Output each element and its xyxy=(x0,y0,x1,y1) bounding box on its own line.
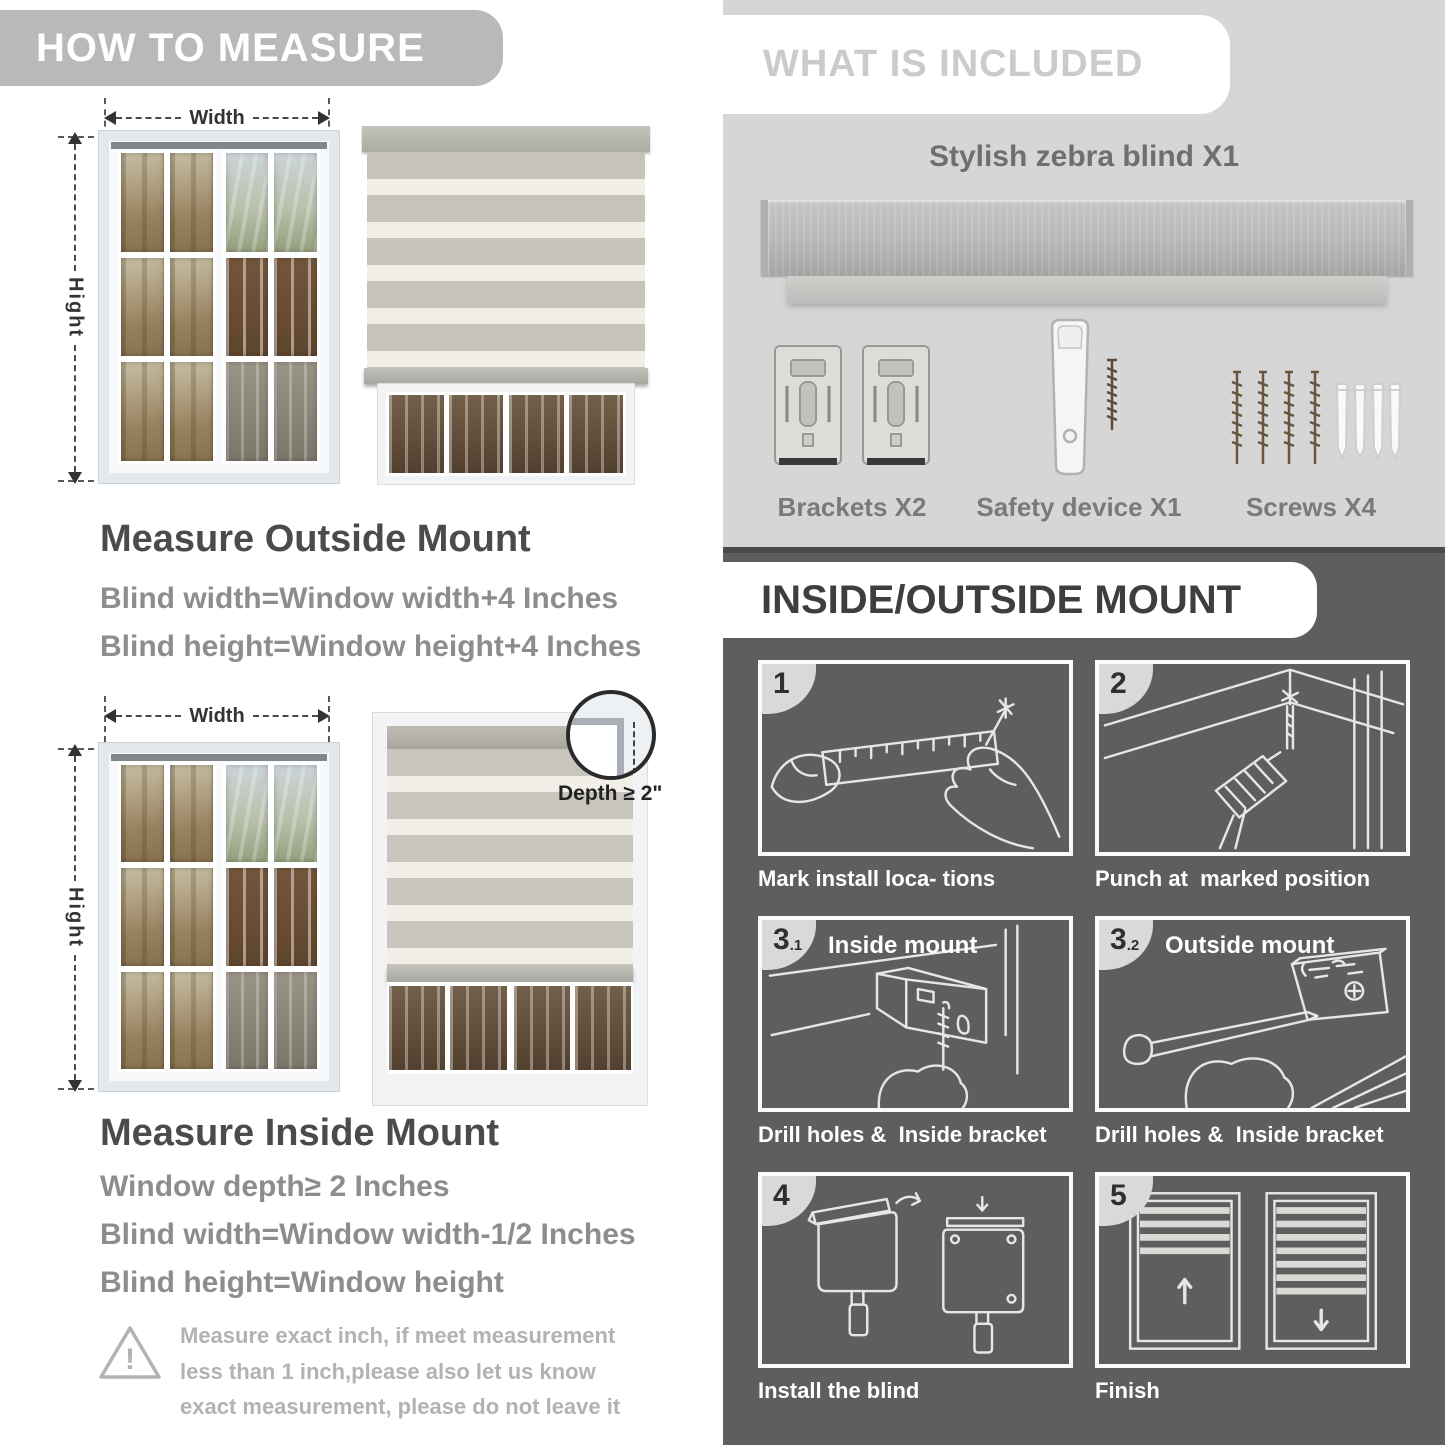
mount-instructions-section xyxy=(723,547,1445,1445)
dashed-guide xyxy=(328,696,330,742)
height-label: Hight xyxy=(64,277,87,339)
step-number-badge: 1 xyxy=(762,664,816,714)
safety-device-icon xyxy=(976,318,1181,478)
step-number-badge: 5 xyxy=(1099,1176,1153,1226)
height-label: Hight xyxy=(64,887,87,949)
step-number-badge: 3 .1 xyxy=(762,920,816,970)
step-2 xyxy=(1095,660,1410,898)
step-number-badge: 4 xyxy=(762,1176,816,1226)
depth-magnifier-icon xyxy=(566,690,656,780)
step-number-badge: 3 .2 xyxy=(1099,920,1153,970)
headrail-image xyxy=(761,200,1413,304)
brackets-label: Brackets X2 xyxy=(777,492,927,522)
blind-valance xyxy=(362,126,650,152)
step-5-caption: Finish xyxy=(1095,1378,1160,1403)
window-below-blind xyxy=(378,384,634,484)
step-3-2-title: Outside mount xyxy=(1165,932,1335,959)
inside-mount-title: Measure Inside Mount xyxy=(100,1112,500,1154)
width-label: Width xyxy=(189,704,245,727)
step-2-panel xyxy=(1095,660,1410,856)
blind-stripes xyxy=(367,152,645,368)
warning-triangle-icon xyxy=(96,1322,164,1384)
step-3-1-title: Inside mount xyxy=(828,932,978,959)
step-3-2-caption: Drill holes & Inside bracket xyxy=(1095,1122,1384,1147)
step-4-panel xyxy=(758,1172,1073,1368)
inside-mount-rule-2: Blind width=Window width-1/2 Inches xyxy=(100,1218,636,1251)
window-sash xyxy=(223,762,321,1072)
step-5 xyxy=(1095,1172,1410,1410)
measure-warning-text: Measure exact inch, if meet measurement less than 1 inch,please also let us know exact measurement, please do not leave it xyxy=(180,1323,621,1420)
step-3-1-caption: Drill holes & Inside bracket xyxy=(758,1122,1047,1147)
depth-requirement-label: Depth ≥ 2" xyxy=(558,782,663,805)
what-is-included-section xyxy=(723,0,1445,547)
inside-mount-rule-3: Blind height=Window height xyxy=(100,1266,504,1299)
window-sash xyxy=(223,150,321,464)
part-screws xyxy=(1221,318,1401,523)
arrow-up-icon xyxy=(68,744,82,756)
screws-icon xyxy=(1221,318,1401,478)
how-to-measure-banner xyxy=(0,10,503,86)
width-arrow-inside xyxy=(104,704,330,728)
included-parts-row xyxy=(723,318,1445,523)
window-below-blind xyxy=(387,982,633,1074)
step-3-1 xyxy=(758,916,1073,1154)
what-is-included-title: WHAT IS INCLUDED xyxy=(763,43,1144,85)
brackets-icon xyxy=(767,318,937,478)
part-brackets xyxy=(767,318,937,523)
inside-mount-rule-1: Window depth≥ 2 Inches xyxy=(100,1170,450,1203)
step-1 xyxy=(758,660,1073,898)
width-arrow-outside xyxy=(104,106,330,130)
arrow-down-icon xyxy=(68,472,82,484)
part-safety-device xyxy=(976,318,1181,523)
warning-exclamation-glyph: ! xyxy=(125,1343,135,1376)
blind-bottom-rail xyxy=(387,967,633,982)
step-5-panel xyxy=(1095,1172,1410,1368)
step-3-1-panel xyxy=(758,916,1073,1112)
blind-bottom-rail xyxy=(364,368,648,384)
window-sash xyxy=(118,150,216,464)
zebra-blind-quantity-label: Stylish zebra blind X1 xyxy=(928,140,1240,173)
step-1-panel xyxy=(758,660,1073,856)
zebra-blind-illustration-outside xyxy=(362,126,650,484)
outside-mount-rule-2: Blind height=Window height+4 Inches xyxy=(100,630,642,663)
step-number-badge: 2 xyxy=(1099,664,1153,714)
step-3-2-panel xyxy=(1095,916,1410,1112)
inside-outside-mount-banner xyxy=(723,562,1317,638)
screws-label: Screws X4 xyxy=(1245,492,1377,522)
inside-outside-mount-title: INSIDE/OUTSIDE MOUNT xyxy=(761,578,1242,622)
how-to-measure-title: HOW TO MEASURE xyxy=(36,26,425,70)
window-illustration-outside xyxy=(98,130,340,484)
window-sash xyxy=(118,762,216,1072)
step-4 xyxy=(758,1172,1073,1410)
installation-steps-grid xyxy=(758,660,1410,1410)
step-1-caption: Mark install loca- tions xyxy=(758,866,996,891)
step-2-caption: Punch at marked position xyxy=(1095,866,1371,891)
height-arrow-inside xyxy=(62,744,88,1092)
width-label: Width xyxy=(189,106,245,129)
what-is-included-banner xyxy=(723,15,1230,114)
safety-device-label: Safety device X1 xyxy=(976,492,1182,522)
outside-mount-rule-1: Blind width=Window width+4 Inches xyxy=(100,582,619,615)
step-4-caption: Install the blind xyxy=(758,1378,920,1403)
height-arrow-outside xyxy=(62,132,88,484)
window-illustration-inside xyxy=(98,742,340,1092)
dashed-guide xyxy=(104,696,106,742)
arrow-down-icon xyxy=(68,1080,82,1092)
outside-mount-title: Measure Outside Mount xyxy=(100,518,531,560)
arrow-up-icon xyxy=(68,132,82,144)
step-3-2 xyxy=(1095,916,1410,1154)
